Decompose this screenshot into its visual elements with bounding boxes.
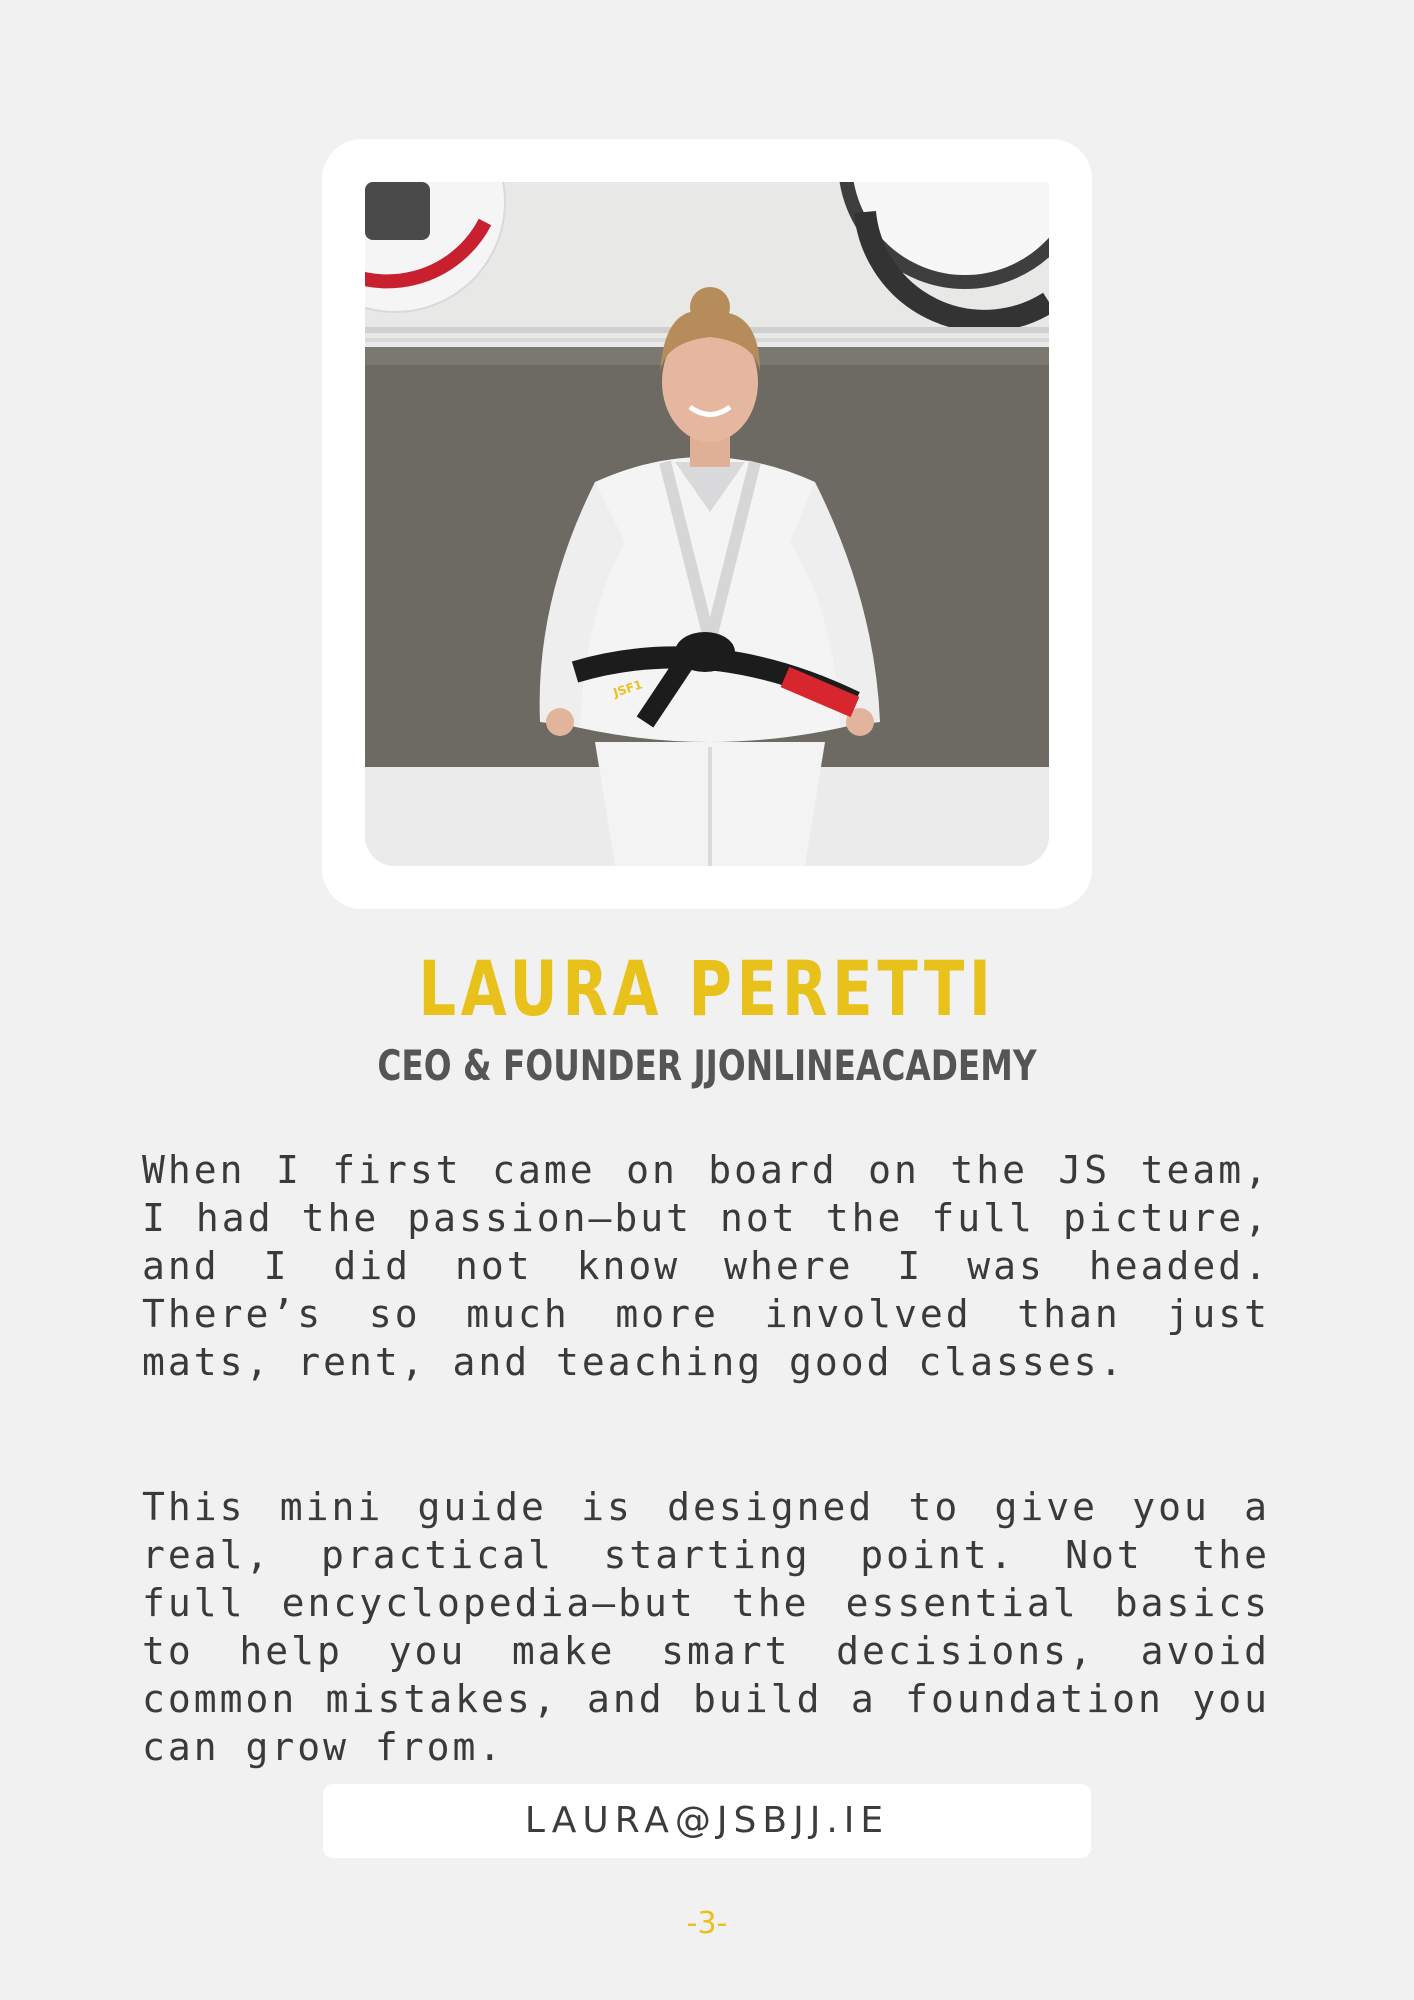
profile-photo	[365, 182, 1049, 866]
person-name: LAURA PERETTI	[418, 944, 996, 1033]
person-role: CEO & FOUNDER JJONLINEACADEMY	[377, 1041, 1037, 1090]
intro-paragraph-1: When I first came on board on the JS team, I had the passion—but not the full picture, and I did not know where I was headed. There’s so much more involved than just mats, rent, and teaching good classes.	[142, 1148, 1270, 1384]
svg-text:JSF1: JSF1	[611, 677, 645, 700]
intro-paragraph-2: This mini guide is designed to give you a real, practical starting point. Not the full encyclopedia—but the essential basics to help you make smart decisions, avoid common mistakes, and build a foundation you can grow from.	[142, 1485, 1270, 1769]
email-contact[interactable]: LAURA@JSBJJ.IE	[323, 1784, 1091, 1858]
page-number: -3-	[686, 1906, 728, 1941]
profile-photo-card	[322, 139, 1092, 909]
